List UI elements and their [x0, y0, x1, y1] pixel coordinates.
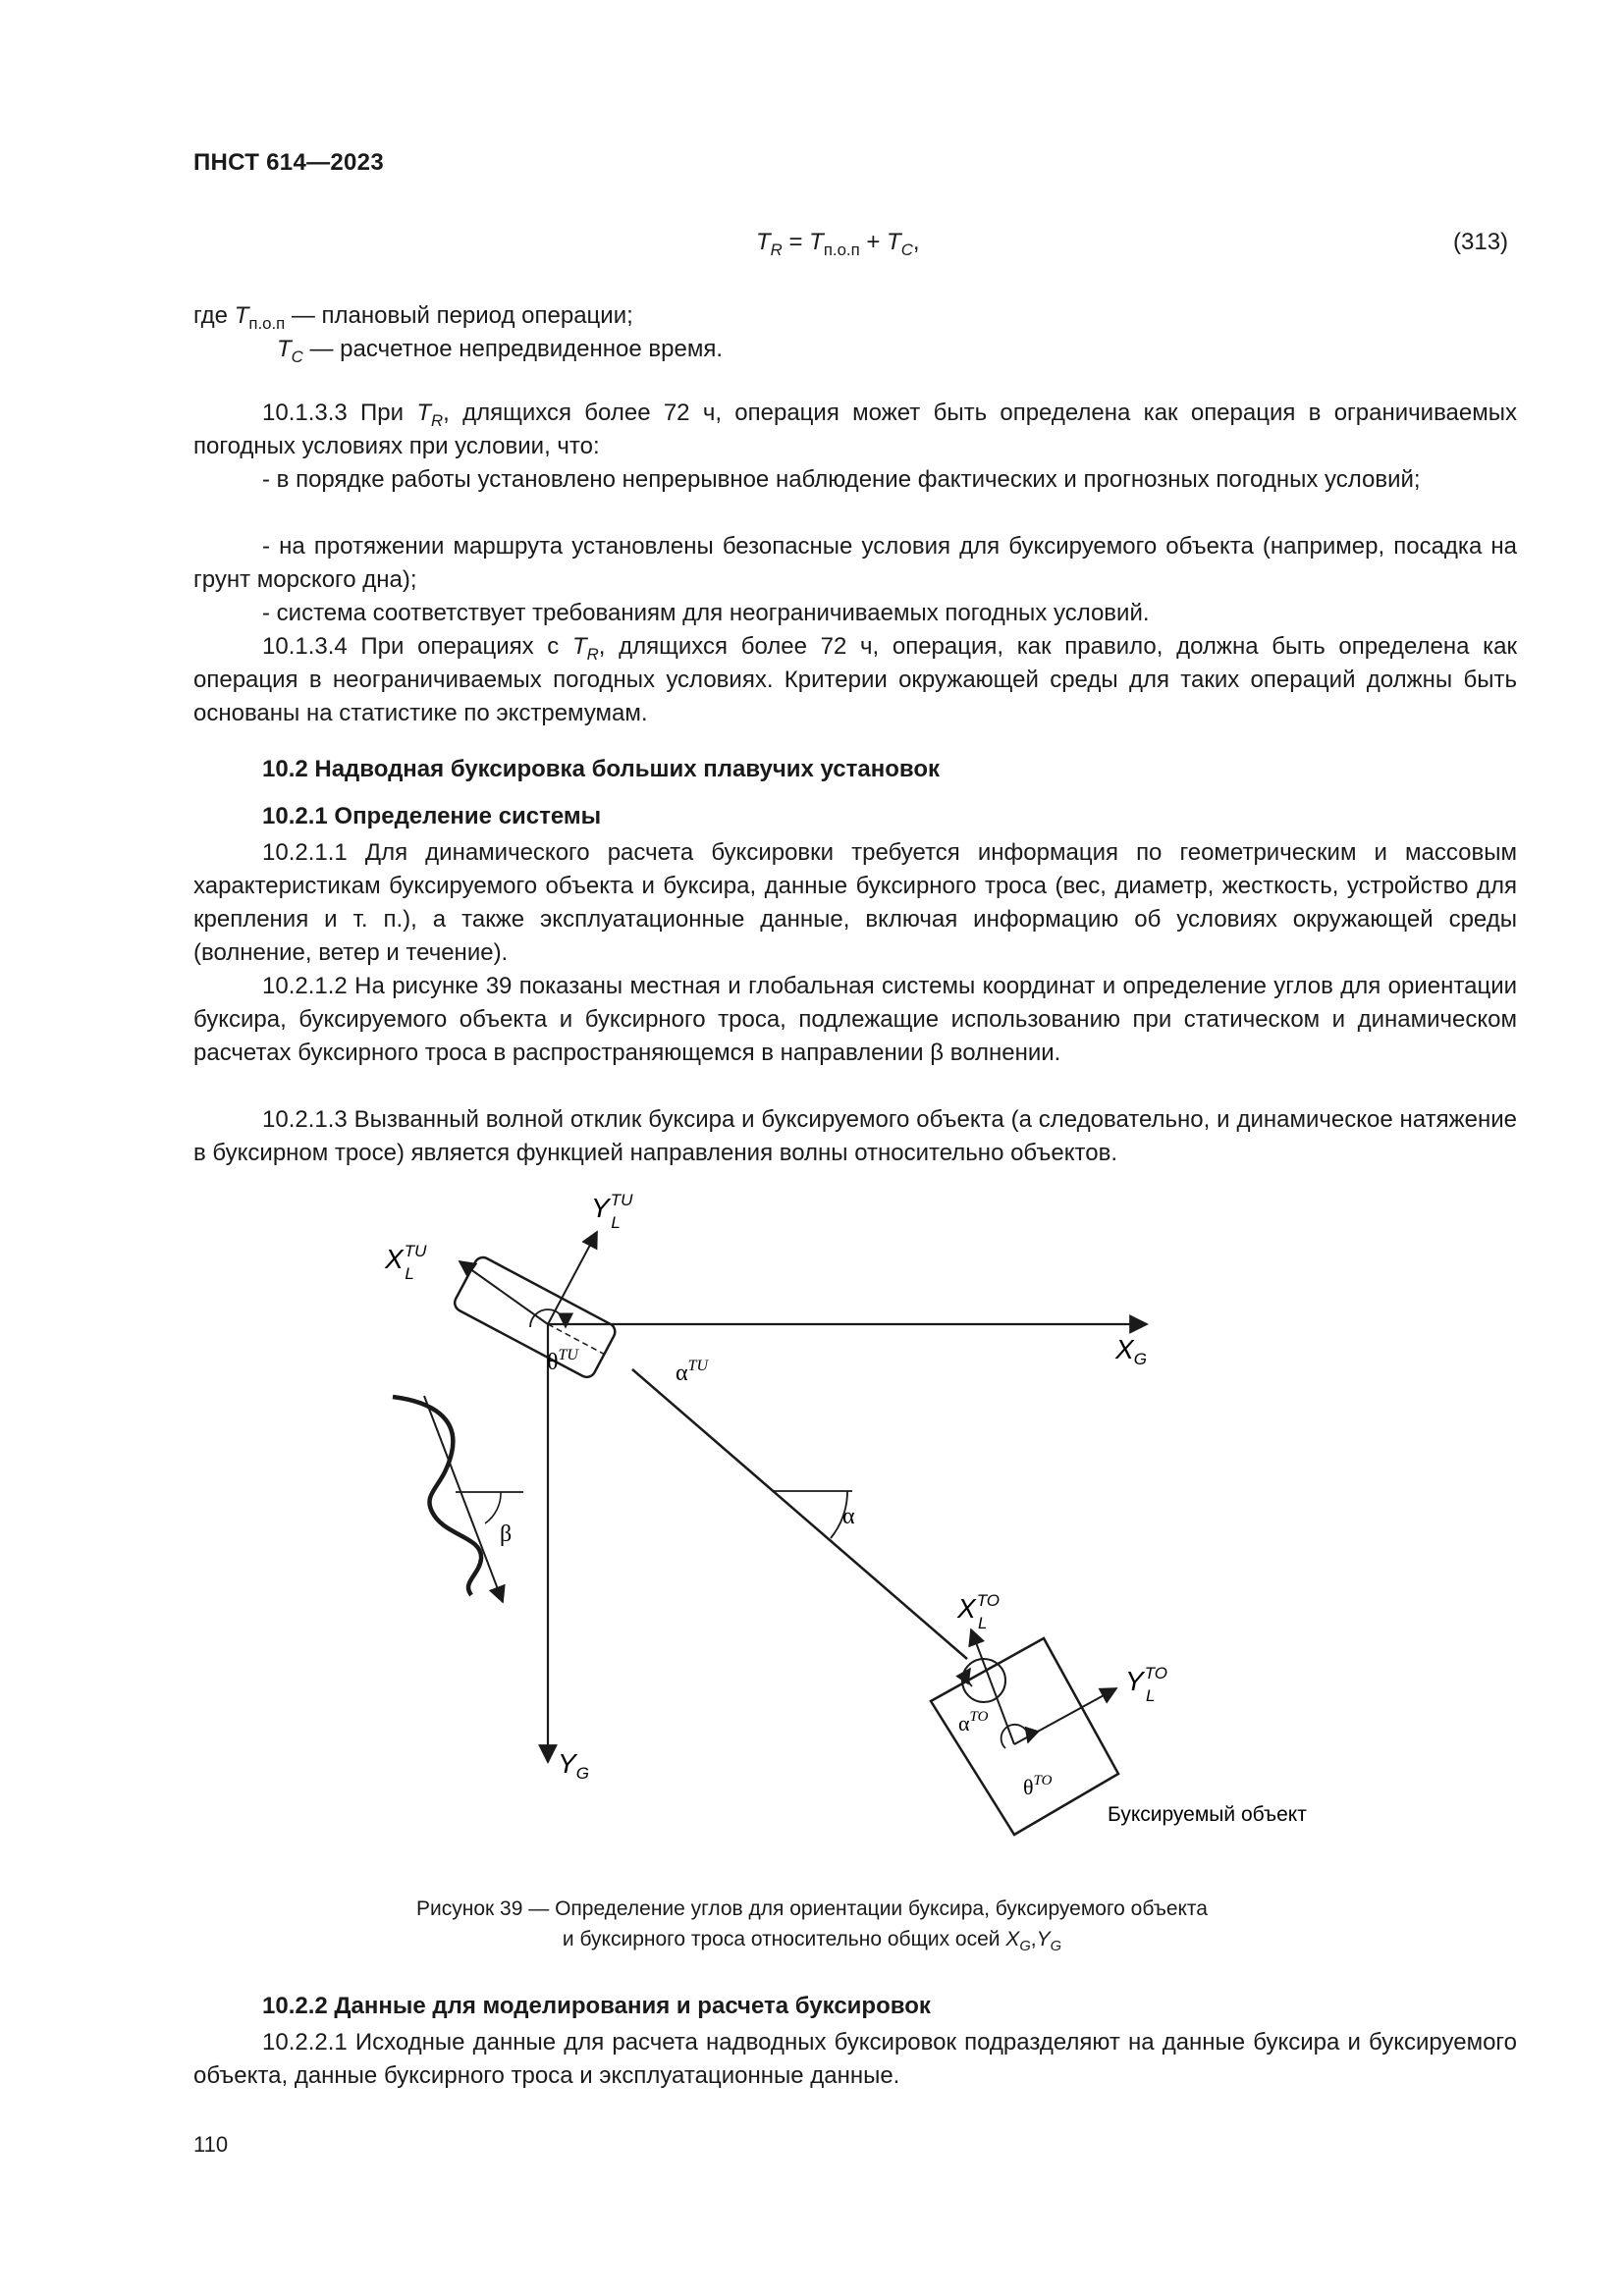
label-alpha-tu: $\alpha^{TU}$: [676, 1358, 709, 1386]
bullet-1: - в порядке работы установлено непрерывное наблюдение фактических и прогнозных погодных условий;: [262, 466, 1421, 493]
figure-caption-line-2: и буксирного троса относительно общих осей $X_G,Y_G$: [562, 1928, 1062, 1955]
label-xl-tu: $X^{TU}$ L: [385, 1242, 427, 1283]
document-id-header: ПНСТ 614—2023: [193, 149, 384, 176]
label-alpha: α: [842, 1504, 855, 1529]
figure-caption-line-1: Рисунок 39 — Определение углов для ориентации буксира, буксируемого объекта: [416, 1897, 1208, 1920]
section-10-2-1-title: 10.2.1 Определение системы: [262, 803, 602, 829]
bullet-2: - на протяжении маршрута установлены безопасные условия для буксируемого объекта (например, посадка на грунт морского дна);: [193, 533, 1517, 593]
tow-line: [632, 1369, 967, 1659]
label-xl-to: $X^{TO}$ L: [957, 1591, 1000, 1632]
wave-direction-arrow: [424, 1396, 503, 1602]
page-number: 110: [193, 2132, 229, 2157]
label-alpha-to: $\alpha^{TO}$: [958, 1709, 989, 1735]
section-10-2-2-title: 10.2.2 Данные для моделирования и расчета буксировок: [262, 1993, 931, 2019]
where-line-1: где $T_{п.о.п}$ — плановый период операции;: [193, 302, 633, 333]
yl-to-axis: [1014, 1688, 1116, 1744]
label-theta-to: $\theta^{TO}$: [1023, 1773, 1053, 1799]
equation-number: (313): [1453, 229, 1509, 255]
figure-39-diagram: [0, 1168, 1624, 1895]
paragraph-10-2-1-2: 10.2.1.2 На рисунке 39 показаны местная и глобальная системы координат и определение углов для ориентации буксира, буксируемого объекта и буксирного троса, подлежащие использованию при статическом и динамическом расчетах буксирного троса в распространяющемся в направлении β волнении.: [193, 973, 1517, 1066]
section-10-2-title: 10.2 Надводная буксировка больших плавучих установок: [262, 756, 940, 782]
label-yl-to: $Y^{TO}$ L: [1125, 1664, 1167, 1705]
bullet-3: - система соответствует требованиям для неограничиваемых погодных условий.: [262, 600, 1150, 626]
paragraph-10-1-3-3: 10.1.3.3 При $T_R$, длящихся более 72 ч, операция может быть определена как операция в ограничиваемых погодных условиях при условии, что:: [193, 400, 1518, 459]
beta-arc: [485, 1492, 501, 1523]
label-xg: $X_G$: [1115, 1334, 1147, 1368]
paragraph-10-2-1-3: 10.2.1.3 Вызванный волной отклик буксира и буксируемого объекта (а следовательно, и динамическое натяжение в буксирном тросе) является функцией направления волны относительно объектов.: [193, 1106, 1517, 1166]
label-theta-tu: $\theta^{TU}$: [547, 1347, 578, 1375]
towed-object-shape: [931, 1638, 1118, 1835]
paragraph-10-1-3-4: 10.1.3.4 При операциях с $T_R$, длящихся более 72 ч, операция, как правило, должна быть определена как операция в неограничиваемых погодных условиях. Критерии окружающей среды для таких операций должны быть основаны на статистике по экстремумам.: [193, 633, 1517, 726]
where-line-2: $T_C$ — расчетное непредвиденное время.: [277, 336, 723, 366]
paragraph-10-2-2-1: 10.2.2.1 Исходные данные для расчета надводных буксировок подразделяют на данные буксира и буксируемого объекта, данные буксирного троса и эксплуатационные данные.: [193, 2029, 1517, 2089]
label-towed-object: Буксируемый объект: [1108, 1803, 1307, 1826]
label-beta: β: [500, 1522, 513, 1547]
label-yl-tu: $Y^{TU}$ L: [591, 1191, 633, 1232]
equation-313: $T_R = T_{п.о.п} + T_C$,: [756, 229, 920, 259]
wave-curve: [393, 1397, 481, 1595]
paragraph-10-2-1-1: 10.2.1.1 Для динамического расчета буксировки требуется информация по геометрическим и массовым характеристикам буксируемого объекта и буксира, данные буксирного троса (вес, диаметр, жесткость, устройство для крепления и т. п.), а также эксплуатационные данные, включая информацию об условиях окружающей среды (волнение, ветер и течение).: [193, 839, 1517, 966]
label-yg: $Y_G$: [558, 1748, 589, 1783]
